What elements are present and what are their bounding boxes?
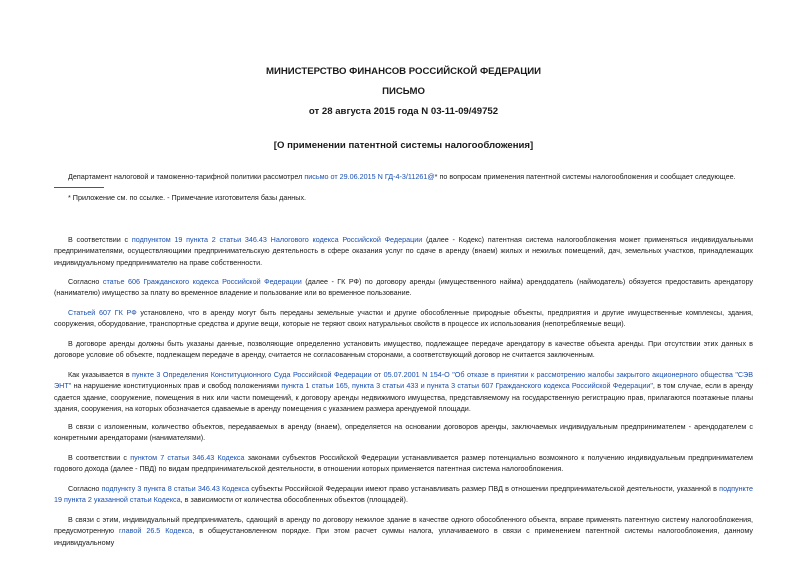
document-subject: [О применении патентной системы налогообложения]: [273, 140, 534, 151]
footnote-divider: [54, 187, 104, 188]
civil-code-607-link[interactable]: Статьей 607 ГК РФ: [68, 308, 137, 317]
article-346-43-p7-link[interactable]: пунктом 7 статьи 346.43 Кодекса: [130, 453, 245, 462]
intro-paragraph: Департамент налоговой и таможенно-тарифной политики рассмотрел письмо от 29.06.2015 N ГД-4-3/11261@* по вопросам применения патентной системы налогообложения и сообщает следующее.: [68, 172, 736, 181]
civil-code-articles-link[interactable]: пункта 1 статьи 165, пункта 3 статьи 433 и пункта 3 статьи 607 Гражданского кодекса Российской Федерации": [281, 381, 653, 391]
paragraph-7: В соответствии с пунктом 7 статьи 346.43 Кодекса законами субъектов Российской Федерации устанавливается размер потенциально возможного к получению индивидуальным предпринимателем годового дохода (далее - ПВД) по видам предпринимательской деятельности, в отношении которых применяется патентная система налогообложения.: [54, 453, 754, 474]
paragraph-6: В связи с изложенным, количество объектов, передаваемых в аренду (внаем), определяется на основании договоров аренды, заключаемых индивидуальным предпринимателем - арендодателем с конкретными арендаторами (нанимателями).: [54, 422, 753, 443]
paragraph-4: В договоре аренды должны быть указаны данные, позволяющие определенно установить имущество, подлежащее передаче арендатору в качестве объекта аренды. При отсутствии этих данных в договоре условие об объекте, подлежащем передаче в аренду, считается не согласованным сторонами, а соответствующий договор не считается заключенным.: [54, 339, 753, 360]
letter-link[interactable]: письмо от 29.06.2015 N ГД-4-3/11261@: [304, 172, 435, 181]
document-type: ПИСЬМО: [382, 86, 425, 97]
paragraph-2: Согласно статье 606 Гражданского кодекса Российской Федерации (далее - ГК РФ) по договору аренды (имущественного найма) арендодатель (наймодатель) обязуется предоставить арендатору (нанимателю) имущество за плату во временное владение и пользование или во временное пользование.: [54, 277, 753, 298]
ministry-title: МИНИСТЕРСТВО ФИНАНСОВ РОССИЙСКОЙ ФЕДЕРАЦИИ: [265, 66, 542, 77]
footnote: * Приложение см. по ссылке. - Примечание изготовителя базы данных.: [68, 193, 307, 202]
constitutional-court-link[interactable]: пункте 3 Определения Конституционного Суда Российской Федерации от 05.07.2001 N 154-О "Об отказе в принятии к рассмотрению жалобы закрытого акционерного общества "СЭВ ЭНТ": [54, 370, 753, 391]
paragraph-8: Согласно подпункту 3 пункта 8 статьи 346.43 Кодекса субъекты Российской Федерации имеют право устанавливать размер ПВД в отношении предпринимательской деятельности, указанной в подпункте 19 пункта 2 указанной статьи Кодекса, в зависимости от количества обособленных объектов (площадей).: [54, 484, 753, 505]
civil-code-606-link[interactable]: статье 606 Гражданского кодекса Российской Федерации: [102, 277, 302, 286]
paragraph-3: Статьей 607 ГК РФ установлено, что в аренду могут быть переданы земельные участки и другие обособленные природные объекты, предприятия и другие имущественные комплексы, здания, сооружения, оборудование, транспортные средства и другие вещи, которые не теряют своих натуральных свойств в процессе их использования (непотребляемые вещи).: [54, 308, 753, 329]
subparagraph-19-link[interactable]: подпункте 19 пункта 2 указанной статьи Кодекса: [54, 484, 753, 505]
tax-code-link[interactable]: подпунктом 19 пункта 2 статьи 346.43 Налогового кодекса Российской Федерации: [131, 235, 423, 244]
paragraph-9: В связи с этим, индивидуальный предприниматель, сдающий в аренду по договору нежилое здание в качестве одного обособленного объекта, вправе применять патентную систему налогообложения, предусмотренную главой 26.5 Кодекса, в общеустановленном порядке. При этом расчет суммы налога, уплачиваемого в связи с применением патентной системы налогообложения, данному индивидуальному: [54, 515, 754, 547]
paragraph-5: Как указывается в пункте 3 Определения Конституционного Суда Российской Федерации от 05.07.2001 N 154-О "Об отказе в принятии к рассмотрению жалобы закрытого акционерного общества "СЭВ ЭНТ" на нарушение конституционных прав и свобод положениями пункта 1 статьи 165, пункта 3 статьи 433 и пункта 3 статьи 607 Гражданского кодекса Российской Федерации", в том случае, если в аренду сдается здание, сооружение, помещения в них или части помещений, к договору аренды недвижимого имущества, представляемому на государственную регистрацию прав, прилагаются поэтажные планы здания, сооружения, на которых обозначается сдаваемые в аренду помещения с указанием размера арендуемой площади.: [54, 370, 754, 414]
chapter-26-5-link[interactable]: главой 26.5 Кодекса: [118, 526, 193, 536]
document-date-number: от 28 августа 2015 года N 03-11-09/49752: [308, 106, 499, 117]
article-346-43-p8-link[interactable]: подпункту 3 пункта 8 статьи 346.43 Кодекса: [101, 484, 250, 493]
paragraph-1: В соответствии с подпунктом 19 пункта 2 статьи 346.43 Налогового кодекса Российской Федерации (далее - Кодекс) патентная система налогообложения может применяться индивидуальными предпринимателями, осуществляющими предпринимательскую деятельность в сфере оказания услуг по сдаче в аренду (внаем) жилых и нежилых помещений, дач, земельных участков, принадлежащих индивидуальному предпринимателю на праве собственности.: [54, 235, 754, 267]
